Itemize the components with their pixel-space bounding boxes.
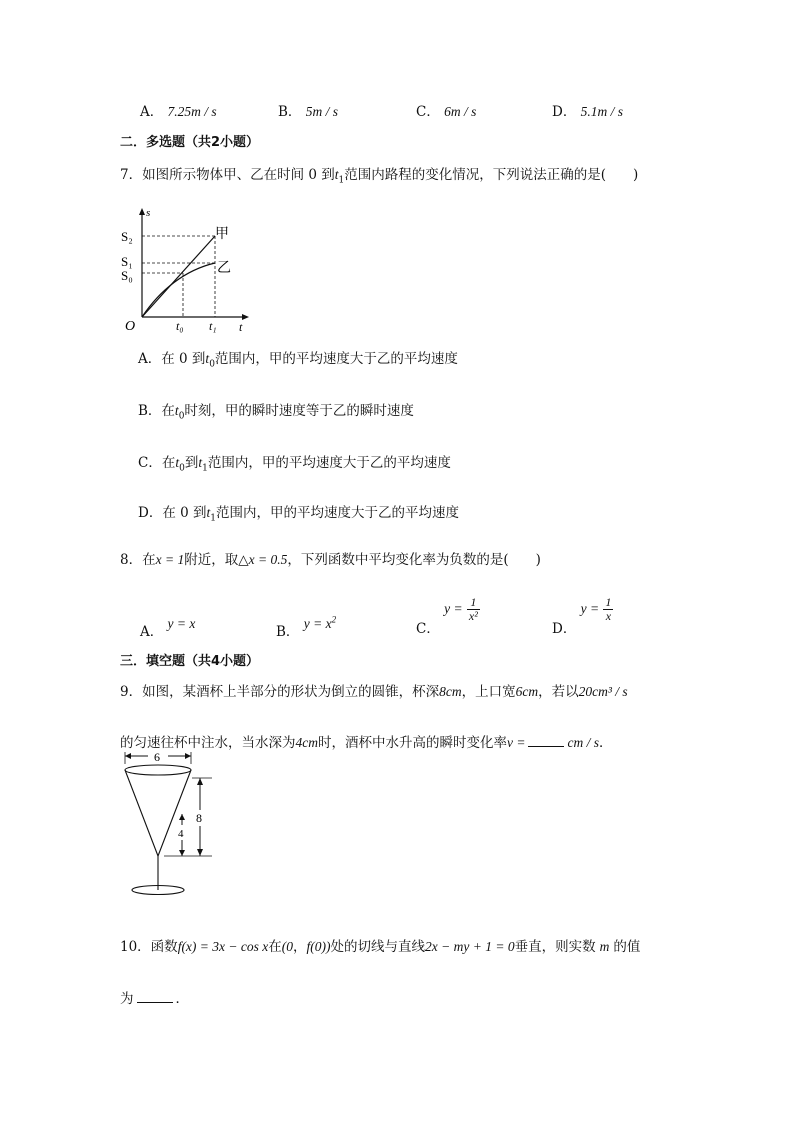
var-t: t [198, 455, 203, 470]
stem-text: ，若以 [538, 684, 579, 700]
option-value: 5m / s [305, 104, 338, 119]
q7-option-c [138, 451, 451, 474]
arrow-icon [179, 850, 185, 856]
arrow-icon [197, 849, 203, 856]
stem-text: ， [293, 939, 307, 955]
numerator: 1 [467, 596, 480, 610]
label-height: 8 [196, 811, 202, 825]
stem-text: 在 [268, 939, 282, 955]
label-jia: 甲 [215, 227, 229, 242]
option-label: B． [276, 624, 300, 640]
subscript: 1 [210, 513, 216, 524]
label-t0: t₀ [176, 319, 184, 333]
stem-text: 的匀速往杯中注水，当水深为 [120, 735, 296, 751]
section-title-multiple-choice: 二．多选题（共2小题） [120, 135, 260, 150]
s-axis-arrow [139, 208, 145, 215]
superscript: 2 [331, 614, 337, 625]
math-expr: 20cm³ / s [578, 684, 628, 699]
q6-option-c [416, 100, 476, 120]
numerator: 1 [605, 595, 612, 609]
glass-left-wall [125, 770, 158, 856]
answer-paren: ( ) [600, 167, 639, 183]
option-text: 范围内，甲的平均速度大于乙的平均速度 [207, 455, 451, 471]
option-label: B． [138, 403, 162, 419]
math-expr: 6cm [515, 684, 539, 699]
label-water-depth: 4 [178, 828, 184, 840]
math-expr: f(x) = 3x − cos x [177, 939, 269, 954]
var-t: t [175, 455, 180, 470]
t-axis-arrow [242, 314, 249, 320]
stem-text: ． [598, 735, 613, 751]
option-text: 时刻，甲的瞬时速度等于乙的瞬时速度 [184, 403, 414, 419]
stem-text: 8．在 [120, 552, 156, 568]
option-label: A． [140, 104, 164, 120]
math-expr: y = [444, 601, 463, 616]
stem-text: 7．如图所示物体甲、乙在时间 0 到 [120, 167, 335, 183]
denominator: x² [468, 609, 478, 623]
math-expr: m [599, 939, 610, 954]
option-label: D． [552, 621, 577, 637]
fraction [467, 596, 480, 623]
option-label: A． [140, 624, 164, 640]
label-yi: 乙 [217, 261, 231, 276]
q9-wine-glass-figure [118, 752, 228, 902]
stem-text: 附近，取△ [184, 552, 249, 568]
option-text: 到 [184, 455, 199, 471]
math-expr: 4cm [295, 735, 318, 750]
label-s0: S₀ [121, 268, 133, 283]
math-expr: y = x [303, 616, 332, 631]
label-t: t [239, 320, 243, 334]
option-label: B． [278, 104, 302, 120]
var-t: t [174, 403, 179, 418]
option-text: 在 [161, 403, 175, 419]
option-label: A． [138, 351, 162, 367]
stem-text: 垂直，则实数 [514, 939, 596, 955]
q8-option-d [552, 595, 613, 637]
label-origin: O [125, 319, 136, 334]
q7-distance-time-graph [115, 200, 260, 335]
glass-rim [125, 765, 191, 775]
q6-option-a [140, 100, 217, 120]
stem-text: ． [175, 991, 189, 1007]
answer-blank[interactable] [528, 734, 564, 747]
math-expr: (0 [281, 939, 293, 954]
option-label: C． [138, 455, 162, 471]
arrow-icon [179, 814, 185, 820]
stem-text: 时，酒杯中水升高的瞬时变化率 [318, 735, 507, 751]
label-s: s [146, 207, 151, 219]
label-s1: S₁ [121, 254, 133, 269]
stem-text: 10．函数 [120, 939, 178, 955]
math-expr: x = 0.5 [248, 552, 288, 567]
answer-paren: ( ) [503, 552, 541, 568]
label-s2: S₂ [121, 229, 133, 244]
math-expr: f(0)) [306, 939, 331, 954]
var-t: t [334, 167, 339, 182]
math-expr: x = 1 [155, 552, 185, 567]
subscript: 1 [202, 463, 208, 474]
label-t1: t₁ [209, 319, 217, 333]
var-t: t [206, 505, 211, 520]
arrow-icon [125, 753, 131, 759]
q7-option-a [138, 347, 458, 370]
subscript: 1 [338, 175, 345, 186]
q8-option-b [276, 612, 337, 640]
answer-blank[interactable] [137, 990, 173, 1003]
subscript: 0 [179, 463, 185, 474]
q9-stem-line2 [120, 731, 612, 751]
option-value: 5.1m / s [580, 104, 624, 119]
yi-curve [142, 263, 215, 317]
option-label: C． [416, 104, 440, 120]
var-t: t [205, 351, 210, 366]
stem-text: 9．如图，某酒杯上半部分的形状为倒立的圆锥，杯深 [120, 684, 440, 700]
option-text: 范围内，甲的平均速度大于乙的平均速度 [214, 351, 458, 367]
q8-option-c [416, 595, 480, 637]
glass-right-wall [158, 770, 191, 856]
math-expr: 8cm [439, 684, 462, 699]
math-expr: 2x − my + 1 = 0 [425, 939, 515, 954]
option-value: 6m / s [444, 104, 477, 119]
stem-text: ，下列函数中平均变化率为负数的是 [287, 552, 504, 568]
arrow-icon [197, 778, 203, 785]
jia-line [142, 236, 215, 317]
q9-stem-line1 [120, 680, 628, 700]
q7-option-d [138, 501, 459, 524]
option-text: 范围内，甲的平均速度大于乙的平均速度 [216, 505, 459, 521]
q10-stem-line1 [120, 935, 640, 955]
q8-stem [120, 548, 541, 568]
option-text: 在 0 到 [162, 505, 207, 521]
math-expr: cm / s [567, 735, 599, 750]
stem-text: 处的切线与直线 [330, 939, 425, 955]
option-value: 7.25m / s [167, 104, 217, 119]
q8-option-a [140, 612, 196, 640]
q10-stem-line2 [120, 987, 189, 1007]
q6-option-b [278, 100, 338, 120]
section-title-fill-in: 三．填空题（共4小题） [120, 654, 260, 669]
subscript: 0 [209, 359, 215, 370]
option-text: 在 [161, 455, 176, 471]
stem-text: 的值 [613, 939, 641, 955]
q6-option-d [552, 100, 623, 120]
math-expr: y = x [167, 616, 196, 631]
stem-text: 范围内路程的变化情况，下列说法正确的是 [344, 167, 601, 183]
math-expr: v = [507, 735, 526, 750]
q7-stem [120, 163, 638, 186]
math-expr: y = [580, 601, 600, 616]
stem-text: ，上口宽 [461, 684, 516, 700]
denominator: x [605, 609, 612, 623]
arrow-icon [185, 753, 191, 759]
option-label: D． [552, 104, 577, 120]
option-text: 在 0 到 [161, 351, 206, 367]
option-label: D． [138, 505, 163, 521]
subscript: 0 [178, 411, 185, 422]
option-label: C． [416, 621, 440, 637]
label-top-width: 6 [154, 752, 160, 764]
q7-option-b [138, 399, 414, 422]
fraction [603, 596, 613, 623]
stem-text: 为 [120, 991, 134, 1007]
